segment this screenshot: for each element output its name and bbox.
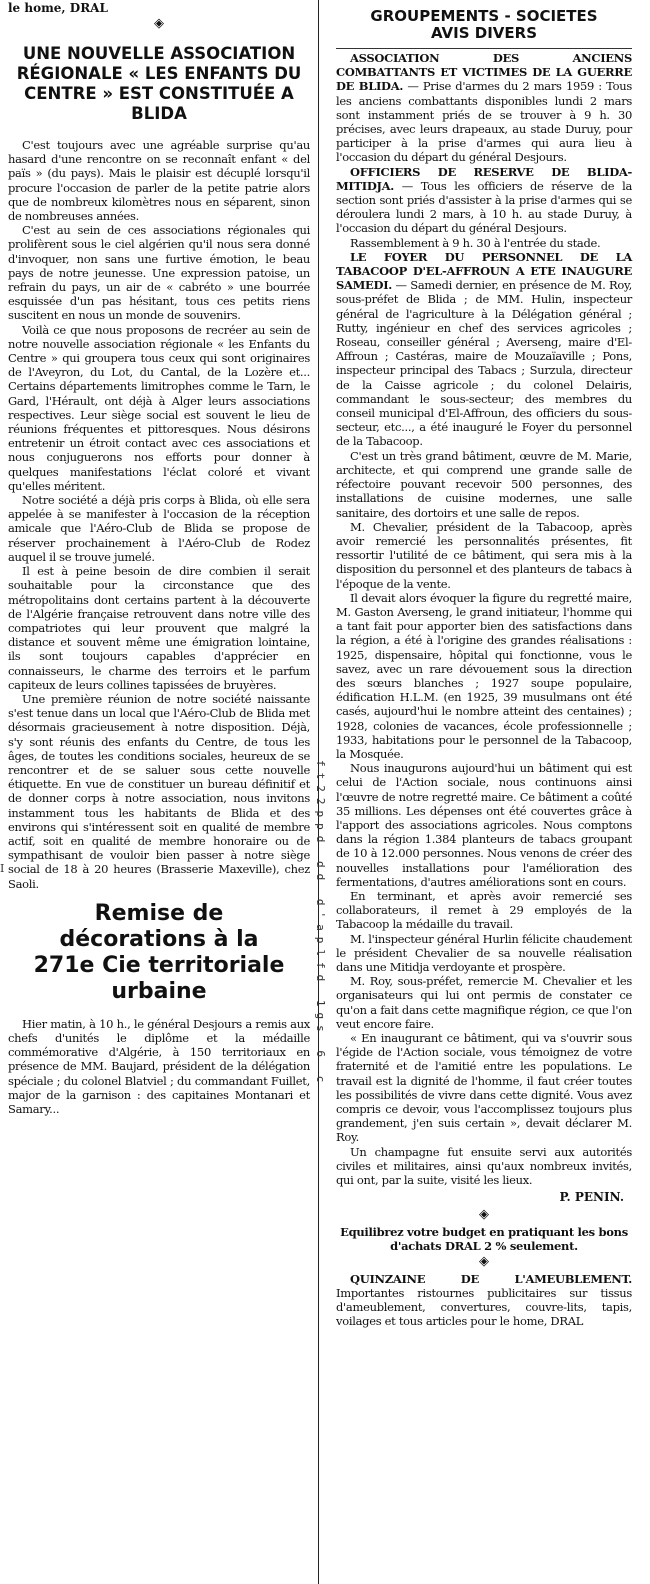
separator-diamond-icon: ◈	[479, 1207, 489, 1223]
tabacoop-paragraph: M. Roy, sous-préfet, remercie M. Chevalier et les organisateurs qui lui ont permis de constater ce qu'on a fait dans cette magnifique région, ce que l'on veut encore faire.	[336, 974, 632, 1031]
article1-paragraph: Il est à peine besoin de dire combien il serait souhaitable pour la circonstance que des métropolitains dont certains partent à la découverte de l'Algérie française retrouvent dans notre ville des compatriotes qui leur prouvent que malgré la distance et souvent même une émigration lointaine, ils sont toujours capables d'apprécier en connaisseurs, le charme des terroirs et le parfum capiteux de leurs collines tapissées de bruyères.	[8, 564, 310, 692]
tabacoop-paragraph: Un champagne fut ensuite servi aux autorités civiles et militaires, ainsi qu'aux nombreux invités, qui ont, par la suite, visité les lieux.	[336, 1144, 632, 1188]
notice-lead: OFFICIERS DE RESERVE DE BLIDA-MITIDJA.	[336, 164, 632, 193]
left-top-line: le home, DRAL	[8, 1, 108, 15]
notice-item	[336, 51, 632, 165]
article1-paragraph: C'est toujours avec une agréable surprise qu'au hasard d'une rencontre on se reconnaît enfant « del païs » (du pays). Mais le plaisir est décuplé lorsqu'il procure l'occasion de parler de la petite patrie alors que de nombreux kilomètres nous en séparent, sinon de nombreuses années.	[8, 138, 310, 224]
left-column	[8, 0, 310, 1116]
tabacoop-paragraph: Nous inaugurons aujourd'hui un bâtiment qui est celui de l'Action sociale, nous continuons ainsi l'œuvre de notre regretté maire. Ce bâtiment a coûté 35 millions. Les dépenses ont été couvertes grâce à l'apport des associations agricoles. Nous comptons dans la région 1.384 planteurs de tabacs groupant de 10 à 12.000 personnes. Nous venons de créer des nouvelles installations pour l'amélioration des fermentations, d'autres améliorations sont en cours.	[336, 761, 632, 889]
dral-ad-budget: Equilibrez votre budget en pratiquant les bons d'achats DRAL 2 % seulement.	[340, 1225, 628, 1254]
article1-body	[8, 138, 310, 891]
tabacoop-first-text: — Samedi dernier, en présence de M. Roy, sous-préfet de Blida ; de MM. Hulin, inspecteur général de l'agriculture à la Délégation général ; Rutty, ingénieur en chef des services agricoles ; Roseau, conseiller général ; Averseng, maire d'El-Affroun ; Castéras, maire de Mouzaïaville ; Pons, inspecteur principal des Tabacs ; Surzula, directeur de la Caisse agricole ; du colonel Delairis, commandant le sous-secteur; des membres du conseil municipal d'El-Affroun, des officiers du sous-secteur, etc..., a été inauguré le Foyer du personnel de la Tabacoop.	[336, 278, 633, 449]
article-signature: P. PENIN.	[559, 1190, 624, 1205]
section-title: GROUPEMENTS - SOCIETES AVIS DIVERS	[370, 7, 598, 42]
article1-paragraph: C'est au sein de ces associations régionales qui prolifèrent sous le ciel algérien qu'il nous sera donné d'invoquer, non sans une furtive émotion, le beau pays de notre jeunesse. Une expression patoise, un refrain du pays, un air de « cabréto » une bourrée esquissée d'un pas hésitant, tous ces petits riens suscitent en nous un monde de souvenirs.	[8, 223, 310, 323]
separator-diamond-icon: ◈	[154, 16, 164, 31]
tabacoop-paragraph: Il devait alors évoquer la figure du regretté maire, M. Gaston Averseng, le grand initiateur, l'homme qui a tant fait pour apporter bien des satisfactions dans la région, a été à l'origine des grandes réalisations : 1925, dispensaire, hôpital qui fonctionne, vous le savez, avec un rare dévouement sous la direction des sœurs blanches ; 1927 soupe populaire, édification H.L.M. (en 1925, 39 musulmans ont été casés, aujourd'hui le nombre atteint des centaines) ; 1928, colonies de vacances, école professionnelle ; 1933, habitations pour le personnel de la Tabacoop, la Mosquée.	[336, 590, 632, 761]
section-rule	[336, 48, 632, 49]
tabacoop-first-paragraph	[336, 250, 632, 449]
article1-paragraph: Une première réunion de notre société naissante s'est tenue dans un local que l'Aéro-Club de Blida met désormais gracieusement à notre disposition. Déjà, s'y sont réunis des enfants du Centre, de tous les âges, de toutes les conditions sociales, heureux de se rencontrer et de se saluer sous cette nouvelle étiquette. En vue de constituer un bureau définitif et de donner corps à notre association, nous invitons instamment tous les habitants de Blida et des environs qui s'intéressent soit en qualité de membre actif, soit en qualité de membre honoraire ou de sympathisant de vouloir bien passer à notre siège social de 18 à 20 heures (Brasserie Maxeville), chez Saoli.	[8, 691, 310, 891]
notice-text: — Tous les officiers de réserve de la section sont priés d'assister à la prise d'armes qui se déroulera lundi 2 mars, à 10 h. au stade Duruy, à l'occasion du départ du général Desjours.	[336, 178, 632, 236]
notice-text: — Prise d'armes du 2 mars 1959 : Tous les anciens combattants disponibles lundi 2 mars sont instamment priés de se trouver à 9 h. 30 précises, avec leurs drapeaux, au stade Duruy, pour participer à la prise d'armes qui aura lieu à l'occasion du départ du général Desjours.	[336, 79, 632, 165]
notice-text: Rassemblement à 9 h. 30 à l'entrée du stade.	[350, 235, 601, 250]
notice-item	[336, 236, 632, 250]
notice-lead: ASSOCIATION DES ANCIENS COMBATTANTS ET VICTIMES DE LA GUERRE DE BLIDA.	[336, 51, 632, 94]
notice-item	[336, 165, 632, 236]
margin-vertical-text: ft22ppd dd d'aplfd 1gs 6 c	[314, 760, 327, 1089]
article1-paragraph: Voilà ce que nous proposons de recréer au sein de notre nouvelle association régionale « les Enfants du Centre » qui groupera tous ceux qui sont originaires de l'Aveyron, du Lot, du Cantal, de la Lozère et... Certains départements limitrophes comme le Tarn, le Gard, l'Hérault, ont déjà à Alger leurs associations respectives. Leur siège social est souvent le lieu de réunions fréquentes et pittoresques. Nous désirons entretenir un étroit contact avec ces associations et nous conjuguerons nos efforts pour donner à quelques manifestations l'éclat coloré et vivant qu'elles méritent.	[8, 322, 310, 493]
right-column	[336, 0, 632, 1328]
tabacoop-paragraph: En terminant, et après avoir remercié ses collaborateurs, il remet à 29 employés de la Tabacoop la médaille du travail.	[336, 888, 632, 932]
separator-diamond-icon: ◈	[479, 1253, 489, 1269]
ad-lead: QUINZAINE DE L'AMEUBLEMENT.	[350, 1271, 632, 1286]
tabacoop-paragraph: M. Chevalier, président de la Tabacoop, après avoir remercié les personnalités présentes, fit ressortir l'utilité de ce bâtiment, qui sera mis à la disposition du personnel et des planteurs de tabacs à l'époque de la vente.	[336, 519, 632, 591]
tabacoop-paragraph: C'est un très grand bâtiment, œuvre de M. Marie, architecte, et qui comprend une grande salle de réfectoire pouvant recevoir 500 personnes, des installations de cuisine modernes, une salle sanitaire, des dortoirs et une salle de repos.	[336, 448, 632, 520]
left-edge-mark: I	[0, 862, 5, 875]
article2-paragraph: Hier matin, à 10 h., le général Desjours a remis aux chefs d'unités le diplôme et la médaille commémorative d'Algérie, à 150 territoriaux en présence de MM. Baujard, président de la délégation spéciale ; du colonel Blatviel ; du commandant Fuillet, major de la garnison : des capitaines Montanari et Samary...	[8, 1016, 310, 1116]
tabacoop-paragraph: M. l'inspecteur général Hurlin félicite chaudement le président Chevalier de sa nouvelle réalisation dans une Mitidja verdoyante et prospère.	[336, 931, 632, 974]
article1-title: UNE NOUVELLE ASSOCIATION RÉGIONALE « LES ENFANTS DU CENTRE » EST CONSTITUÉE A BLIDA	[16, 44, 302, 123]
tabacoop-title: LE FOYER DU PERSONNEL DE LA TABACOOP D'EL-AFFROUN A ETE INAUGURE SAMEDI.	[336, 249, 632, 293]
article1-paragraph: Notre société a déjà pris corps à Blida, où elle sera appelée à se manifester à l'occasion de la réception amicale que l'Aéro-Club de Blida se propose de réserver prochainement à l'Aéro-Club de Rodez auquel il se trouve jumelé.	[8, 493, 310, 564]
tabacoop-paragraph: « En inaugurant ce bâtiment, qui va s'ouvrir sous l'égide de l'Action sociale, vous témoignez de votre fraternité et de l'amitié entre les populations. Le travail est la dignité de l'homme, il faut créer toutes les possibilités de vivre dans cette dignité. Vous avez compris ce devoir, vous l'accomplissez toujours plus grandement, j'en suis certain », devait déclarer M. Roy.	[336, 1031, 632, 1145]
ad-text: Importantes ristournes publicitaires sur tissus d'ameublement, convertures, couvre-lits, tapis, voilages et tous articles pour le home, DRAL	[336, 1285, 632, 1329]
article2-title: Remise de décorations à la 271e Cie territoriale urbaine	[33, 900, 285, 1004]
dral-ad-ameublement	[336, 1272, 632, 1329]
